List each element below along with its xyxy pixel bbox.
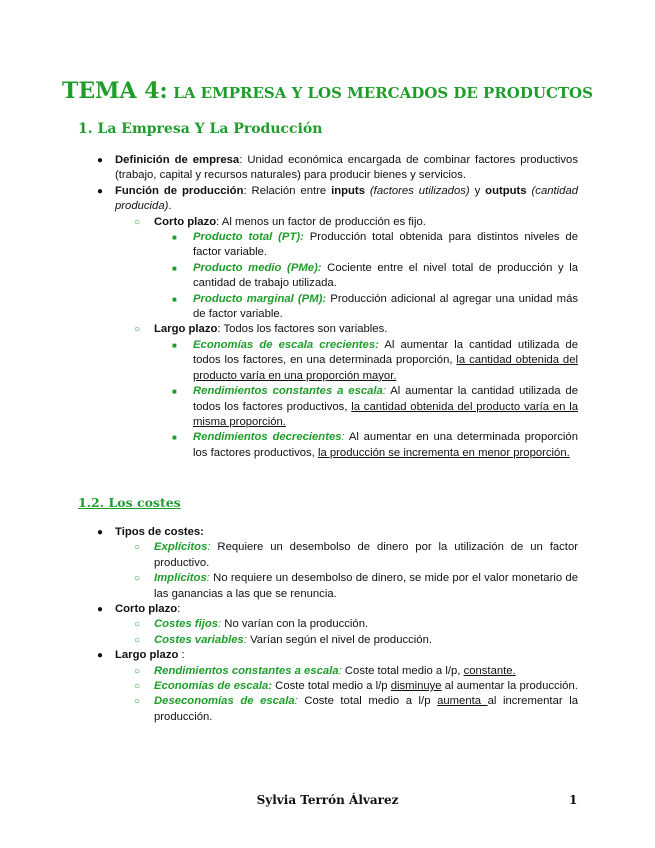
bullet-icon: ●: [97, 604, 104, 616]
list-item-producto-medio: ■ Producto medio (PMe): Cociente entre el nivel total de producción y la cantidad de trabajo utilizada.: [172, 261, 579, 290]
list-item-costes-fijos: ○ Costes fijos: No varían con la producción.: [78, 617, 578, 632]
section2-list: [78, 525, 578, 725]
circle-bullet-icon: ○: [134, 634, 141, 646]
list-item-producto-total: ■ Producto total (PT): Producción total obtenida para distintos niveles de factor variable.: [172, 231, 578, 259]
circle-bullet-icon: ○: [134, 324, 141, 336]
circle-bullet-icon: ○: [134, 573, 141, 585]
circle-bullet-icon: ○: [134, 681, 141, 693]
circle-bullet-icon: ○: [134, 696, 141, 708]
list-item-corto-plazo-costes: ● Corto plazo:: [78, 602, 578, 617]
square-bullet-icon: ■: [172, 263, 177, 273]
list-item-explicitos: ○ Explícitos: Requiere un desembolso de dinero por la utilización de un factor productivo.: [134, 541, 578, 569]
bullet-icon: ●: [97, 155, 104, 166]
page-number: 1: [569, 793, 578, 807]
circle-bullet-icon: ○: [134, 619, 141, 631]
list-item-rendimientos-constantes-costes: ○ Rendimientos constantes a escala: Coste total medio a l/p, constante.: [78, 664, 578, 679]
square-bullet-icon: ■: [172, 233, 177, 243]
list-item-producto-marginal: ■ Producto marginal (PM): Producción adicional al agregar una unidad más de factor variable.: [172, 292, 578, 321]
title-sub: LA EMPRESA Y LOS MERCADOS DE PRODUCTOS: [173, 84, 593, 102]
list-item-implicitos: ○ Implícitos: No requiere un desembolso de dinero, se mide por el valor monetario de las ganancias a las que se renuncia.: [134, 572, 578, 600]
bullet-icon: ●: [97, 185, 104, 197]
list-item-funcion: ● Función de producción: Relación entre inputs (factores utilizados) y outputs (cantidad producida).: [97, 184, 579, 213]
footer-author: Sylvia Terrón Álvarez: [256, 793, 399, 807]
circle-bullet-icon: ○: [134, 542, 141, 554]
bullet-icon: ●: [97, 650, 104, 662]
square-bullet-icon: ■: [172, 294, 177, 304]
document-title: [0, 78, 655, 104]
list-item-rendimientos-constantes: ■ Rendimientos constantes a escala: Al aumentar la cantidad utilizada de todos los factores productivos, la cantidad obtenida del producto varía en la misma proporción.: [172, 385, 578, 428]
list-item-definicion: ● Definición de empresa: Unidad económica encargada de combinar factores productivos (trabajo, capital y recursos naturales) para producir bienes y servicios.: [97, 154, 578, 182]
square-bullet-icon: ■: [172, 340, 177, 350]
list-item-largo-plazo: ○ Largo plazo: Todos los factores son variables.: [78, 322, 578, 337]
section1-list: [78, 153, 578, 461]
title-main: TEMA 4:: [62, 78, 168, 104]
circle-bullet-icon: ○: [134, 216, 141, 228]
list-item-economias-crecientes: ■ Economías de escala crecientes: Al aumentar la cantidad utilizada de todos los factores, en una determinada proporción, la cantidad obtenida del producto varía en una proporción mayor.: [172, 338, 578, 382]
square-bullet-icon: ■: [172, 433, 177, 443]
list-item-deseconomias-escala: ○ Deseconomías de escala: Coste total medio a l/p aumenta al incrementar la producción.: [134, 695, 578, 723]
square-bullet-icon: ■: [172, 387, 177, 397]
list-item-largo-plazo-costes: ● Largo plazo :: [78, 648, 578, 663]
section1-heading: 1. La Empresa Y La Producción: [78, 121, 323, 137]
list-item-corto-plazo: ○ Corto plazo: Al menos un factor de producción es fijo.: [78, 215, 578, 230]
list-item-rendimientos-decrecientes: ■ Rendimientos decrecientes: Al aumentar en una determinada proporción los factores productivos, la producción se incrementa en menor proporción.: [172, 431, 578, 459]
list-item-tipos-costes: ● Tipos de costes:: [78, 525, 578, 540]
section2-heading: 1.2. Los costes: [78, 495, 181, 510]
bullet-icon: ●: [97, 527, 104, 538]
list-item-economias-escala: ○ Economías de escala: Coste total medio a l/p disminuye al aumentar la producción.: [78, 679, 578, 694]
list-item-costes-variables: ○ Costes variables: Varían según el nivel de producción.: [78, 633, 578, 648]
circle-bullet-icon: ○: [134, 665, 141, 677]
